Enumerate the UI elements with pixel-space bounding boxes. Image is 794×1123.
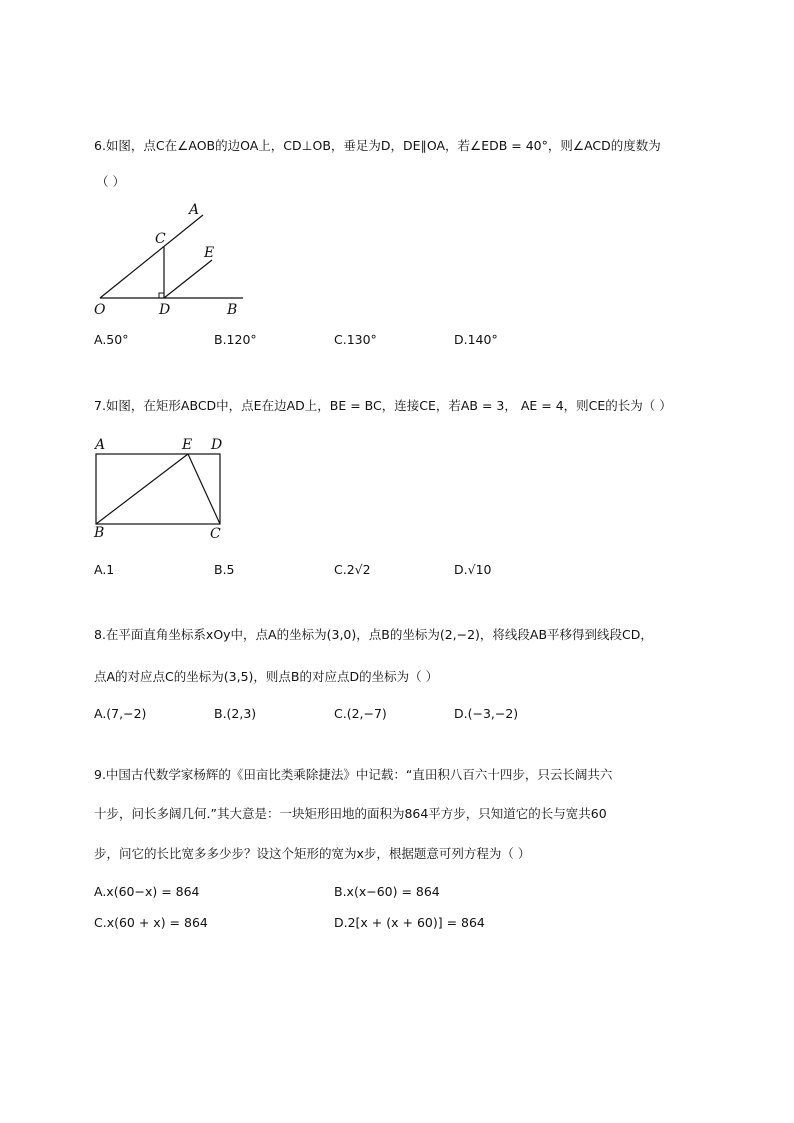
q7-option-b: B.5 — [214, 562, 235, 577]
q9-option-d: D.2[x + (x + 60)] = 864 — [334, 915, 485, 930]
label-a: A — [189, 202, 200, 218]
right-angle-mark — [159, 293, 164, 298]
label-c: C — [155, 231, 166, 247]
q8-stem-line1: 8.在平面直角坐标系xOy中，点A的坐标为(3,0)，点B的坐标为(2,−2)，将线段AB平移得到线段CD， — [94, 627, 653, 642]
label-b: B — [227, 302, 238, 318]
q9-option-b: B.x(x−60) = 864 — [334, 884, 440, 899]
segment-be — [96, 454, 188, 524]
q9-option-a: A.x(60−x) = 864 — [94, 884, 200, 899]
label-d: D — [211, 437, 223, 453]
q9-option-c: C.x(60 + x) = 864 — [94, 915, 208, 930]
q8-option-a: A.(7,−2) — [94, 706, 147, 721]
q8-option-c: C.(2,−7) — [334, 706, 387, 721]
q6-option-b: B.120° — [214, 332, 257, 347]
q6-stem-line2: （ ） — [96, 174, 125, 189]
q7-stem: 7.如图，在矩形ABCD中，点E在边AD上，BE = BC，连接CE，若AB = 3， AE = 4，则CE的长为（ ） — [94, 398, 672, 413]
label-d: D — [159, 302, 171, 318]
label-a: A — [95, 437, 106, 453]
label-e: E — [204, 245, 215, 261]
q9-stem-line2: 十步，问长多阔几何.”其大意是：一块矩形田地的面积为864平方步，只知道它的长与宽共60 — [94, 806, 607, 821]
q7-option-c: C.2√2 — [334, 562, 371, 577]
ray-de — [164, 260, 212, 298]
q8-stem-line2: 点A的对应点C的坐标为(3,5)，则点B的对应点D的坐标为（ ） — [94, 669, 439, 684]
q9-stem-line1: 9.中国古代数学家杨辉的《田亩比类乘除捷法》中记载：“直田积八百六十四步，只云长阔共六 — [94, 767, 613, 782]
q9-stem-line3: 步，问它的长比宽多多少步？设这个矩形的宽为x步，根据题意可列方程为（ ） — [94, 846, 531, 861]
q6-option-c: C.130° — [334, 332, 377, 347]
label-o: O — [94, 302, 106, 318]
label-b: B — [94, 525, 105, 541]
q8-option-d: D.(−3,−2) — [454, 706, 519, 721]
ray-oa — [100, 215, 203, 298]
label-e: E — [182, 437, 193, 453]
q6-stem-line1: 6.如图，点C在∠AOB的边OA上，CD⊥OB，垂足为D，DE∥OA，若∠EDB = 40°，则∠ACD的度数为 — [94, 138, 661, 153]
q7-figure — [88, 432, 238, 544]
segment-ce — [188, 454, 220, 524]
label-c: C — [210, 526, 221, 542]
q6-figure — [88, 200, 268, 320]
q6-option-a: A.50° — [94, 332, 129, 347]
q8-option-b: B.(2,3) — [214, 706, 257, 721]
rectangle-abcd — [96, 454, 220, 524]
q6-option-d: D.140° — [454, 332, 498, 347]
q7-option-a: A.1 — [94, 562, 115, 577]
q7-option-d: D.√10 — [454, 562, 492, 577]
